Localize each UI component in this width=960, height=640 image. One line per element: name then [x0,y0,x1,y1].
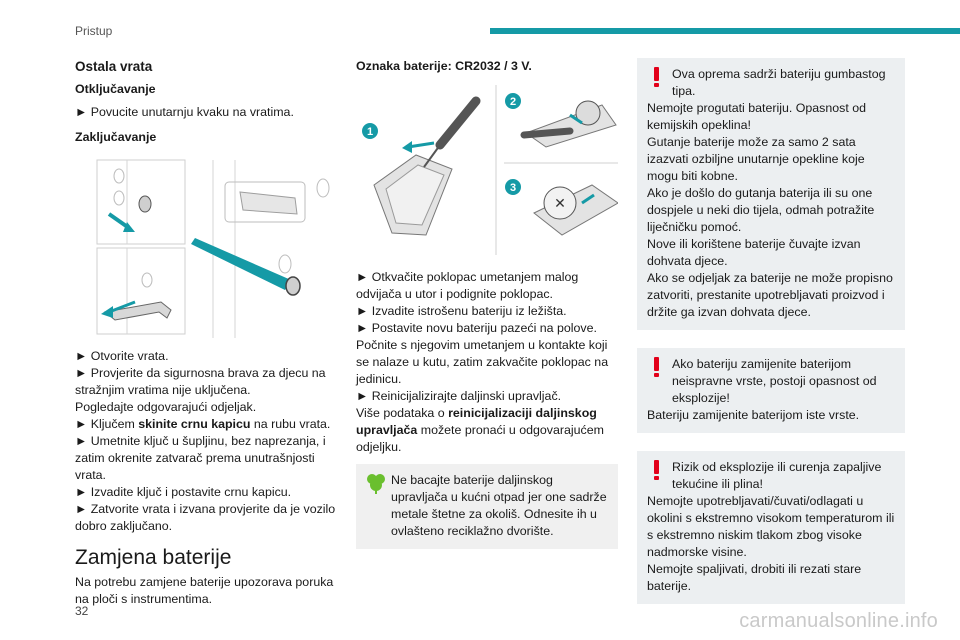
step-close-door: ► Zatvorite vrata i izvana provjerite da je vozilo dobro zaključano. [75,502,336,533]
step-remove-cap-suffix: na rubu vrata. [250,417,331,431]
step-remove-cap-prefix: ► Ključem [75,417,139,431]
warning-exclamation-icon [647,458,667,482]
unlock-step: ► Povucite unutarnju kvaku na vratima. [75,105,294,119]
warning-exclamation-icon [647,355,667,379]
warning-box-button-battery [637,58,905,330]
battery-steps [356,269,618,456]
svg-text:✕: ✕ [554,195,566,211]
warning-1-body: Nemojte progutati bateriju. Opasnost od kemijskih opeklina! Gutanje baterije može za samo 2 sata izazvati ozbiljne unutarnje opekline koje mogu biti kobne. Ako je došlo do gutanja baterija ili su one dospjele u neki dio tijela, odmah potražite liječničku pomoć. Nove ili korištene baterije čuvajte izvan dohvata djece. Ako se odjeljak za baterije ne može propisno zatvoriti, prestanite upotrebljavati proizvod i držite ga izvan dohvata djece. [647,101,893,319]
step-2-number: 2 [509,96,517,108]
column-right [637,58,905,622]
step-insert-key: ► Umetnite ključ u šupljinu, bez naprezanja, i zatim okrenite zatvarač prema unutrašnjosti vrata. [75,434,326,482]
warning-box-wrong-battery [637,348,905,433]
warning-2-body: Bateriju zamijenite baterijom iste vrste. [647,408,860,422]
lock-title: Zaključavanje [75,130,157,144]
battery-warning-text: Na potrebu zamjene baterije upozorava poruka na ploči s instrumentima. [75,575,334,606]
step-unclip-cover: ► Otkvačite poklopac umetanjem malog odvijača u utor i podignite poklopac. [356,270,579,301]
step-insert-battery: ► Postavite novu bateriju pazeći na polove. [356,321,597,335]
warning-1-first-line: Ova oprema sadrži bateriju gumbastog tipa. [672,67,886,98]
key-battery-illustration [356,85,618,255]
other-doors-title: Ostala vrata [75,59,153,74]
lock-steps [75,348,337,535]
section-header: Pristup [75,24,113,38]
recycle-leaf-icon [366,471,386,495]
eco-note-box [356,464,618,549]
eco-note-text: Ne bacajte baterije daljinskog upravljača u kućni otpad jer one sadrže metale štetne za okoliš. Odnesite ih u ovlašteno reciklažno dvorište. [391,473,607,538]
unlock-title: Otključavanje [75,82,156,96]
step-reinitialise: ► Reinicijalizirajte daljinski upravljač. [356,389,562,403]
warning-3-body: Nemojte upotrebljavati/čuvati/odlagati u okolini s ekstremno visokom temperaturom ili s ekstremno niskim tlakom zbog visoke nadmorske visine. Nemojte spaljivati, drobiti ili rezati stare baterije. [647,494,895,593]
header-accent-bar [490,28,960,34]
door-lock-illustration [75,152,337,342]
column-middle [356,58,618,567]
key-battery-drawing [356,85,618,255]
step-open-door: ► Otvorite vrata. [75,349,169,363]
warning-box-explosion [637,451,905,604]
warning-exclamation-icon [647,65,667,89]
column-left [75,58,337,616]
door-lock-drawing [75,152,337,342]
step-3-number: 3 [509,182,517,194]
warning-2-first-line: Ako bateriju zamijenite baterijom neispravne vrste, postoji opasnost od eksplozije! [672,357,877,405]
step-replace-cap: ► Izvadite ključ i postavite crnu kapicu. [75,485,292,499]
step-insert-contacts: Počnite s njegovim umetanjem u kontakte koji se nalaze u kutu, zatim zakvačite poklopac na jedinicu. [356,338,609,386]
step-1-number: 1 [366,126,374,138]
battery-type-label: Oznaka baterije: CR2032 / 3 V. [356,59,532,73]
more-info-suffix: možete pronaći u odgovarajućem odjeljku. [356,423,604,454]
step-remove-cap-bold: skinite crnu kapicu [138,417,251,431]
battery-replacement-title: Zamjena baterije [75,546,232,569]
page-number: 32 [75,604,89,618]
watermark: carmanualsonline.info [739,610,938,632]
more-info-link[interactable]: reinicijalizaciji daljinskog upravljača [356,406,597,437]
step-remove-battery: ► Izvadite istrošenu bateriju iz ležišta. [356,304,567,318]
step-check-child-lock: ► Provjerite da sigurnosna brava za djecu na stražnjim vratima nije uključena. [75,366,326,397]
warning-3-first-line: Rizik od eksplozije ili curenja zapaljive tekućine ili plina! [672,460,882,491]
step-see-section: Pogledajte odgovarajući odjeljak. [75,400,257,414]
more-info-prefix: Više podataka o [356,406,449,420]
